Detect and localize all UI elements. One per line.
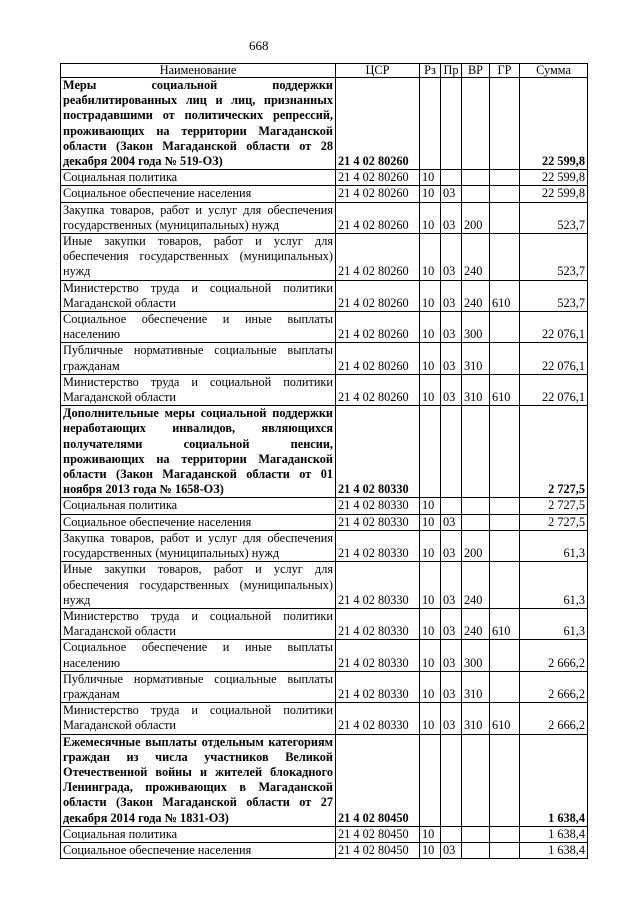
table-row	[61, 498, 588, 514]
cell-vr: 300	[462, 312, 490, 343]
cell-pr	[441, 734, 462, 826]
cell-vr	[462, 186, 490, 202]
cell-pr: 03	[441, 234, 462, 281]
table-row	[61, 343, 588, 374]
cell-gr: 610	[490, 374, 520, 405]
cell-rz: 10	[420, 703, 441, 734]
cell-name: Министерство труда и социальной политики Магаданской области	[61, 608, 336, 639]
cell-sum: 22 599,8	[520, 78, 588, 170]
cell-vr	[462, 170, 490, 186]
cell-rz: 10	[420, 280, 441, 311]
cell-sum: 22 076,1	[520, 374, 588, 405]
cell-vr: 310	[462, 671, 490, 702]
table-row	[61, 671, 588, 702]
cell-csr: 21 4 02 80450	[336, 842, 420, 858]
cell-sum: 2 727,5	[520, 498, 588, 514]
cell-csr: 21 4 02 80330	[336, 640, 420, 671]
cell-vr: 310	[462, 374, 490, 405]
table-row	[61, 374, 588, 405]
cell-rz: 10	[420, 640, 441, 671]
cell-rz: 10	[420, 514, 441, 530]
cell-sum: 523,7	[520, 234, 588, 281]
cell-vr: 200	[462, 202, 490, 233]
cell-name: Социальное обеспечение и иные выплаты населению	[61, 640, 336, 671]
cell-sum: 61,3	[520, 608, 588, 639]
cell-pr: 03	[441, 343, 462, 374]
cell-sum: 2 666,2	[520, 640, 588, 671]
cell-gr	[490, 312, 520, 343]
cell-rz: 10	[420, 374, 441, 405]
cell-pr: 03	[441, 842, 462, 858]
table-row	[61, 312, 588, 343]
cell-sum: 2 727,5	[520, 514, 588, 530]
budget-table	[60, 63, 588, 859]
table-row	[61, 234, 588, 281]
cell-gr: 610	[490, 280, 520, 311]
cell-name: Социальное обеспечение населения	[61, 842, 336, 858]
cell-sum: 22 599,8	[520, 186, 588, 202]
cell-name: Социальная политика	[61, 826, 336, 842]
cell-name: Ежемесячные выплаты отдельным категориям граждан из числа участников Великой Отечественной войны и жителей блокадного Ленинграда, проживающих в Магаданской области (Закон Магаданской области от 27 декабря 2014 года № 1831-ОЗ)	[61, 734, 336, 826]
cell-gr	[490, 671, 520, 702]
cell-gr	[490, 842, 520, 858]
cell-rz: 10	[420, 671, 441, 702]
table-row	[61, 562, 588, 609]
cell-csr: 21 4 02 80330	[336, 703, 420, 734]
table-row	[61, 170, 588, 186]
cell-pr	[441, 826, 462, 842]
cell-sum: 22 599,8	[520, 170, 588, 186]
cell-gr	[490, 498, 520, 514]
cell-rz: 10	[420, 498, 441, 514]
table-row	[61, 530, 588, 561]
cell-sum: 2 666,2	[520, 703, 588, 734]
cell-name: Министерство труда и социальной политики Магаданской области	[61, 374, 336, 405]
cell-pr	[441, 78, 462, 170]
cell-rz: 10	[420, 562, 441, 609]
cell-gr: 610	[490, 703, 520, 734]
cell-name: Социальное обеспечение и иные выплаты населению	[61, 312, 336, 343]
cell-rz	[420, 734, 441, 826]
cell-name: Закупка товаров, работ и услуг для обеспечения государственных (муниципальных) нужд	[61, 530, 336, 561]
cell-vr: 200	[462, 530, 490, 561]
cell-gr	[490, 406, 520, 498]
cell-name: Социальное обеспечение населения	[61, 514, 336, 530]
header-csr: ЦСР	[336, 64, 420, 78]
cell-vr: 240	[462, 608, 490, 639]
cell-csr: 21 4 02 80330	[336, 406, 420, 498]
cell-gr	[490, 514, 520, 530]
cell-sum: 22 076,1	[520, 312, 588, 343]
cell-pr	[441, 170, 462, 186]
table-row	[61, 734, 588, 826]
cell-pr: 03	[441, 202, 462, 233]
cell-name: Иные закупки товаров, работ и услуг для обеспечения государственных (муниципальных) нужд	[61, 562, 336, 609]
cell-sum: 61,3	[520, 562, 588, 609]
cell-sum: 2 727,5	[520, 406, 588, 498]
cell-pr	[441, 498, 462, 514]
cell-sum: 523,7	[520, 202, 588, 233]
header-name: Наименование	[61, 64, 336, 78]
cell-vr	[462, 826, 490, 842]
cell-csr: 21 4 02 80330	[336, 562, 420, 609]
cell-pr: 03	[441, 530, 462, 561]
cell-vr: 310	[462, 703, 490, 734]
table-row	[61, 186, 588, 202]
cell-pr: 03	[441, 703, 462, 734]
header-gr: ГР	[490, 64, 520, 78]
cell-vr	[462, 514, 490, 530]
cell-sum: 61,3	[520, 530, 588, 561]
cell-rz: 10	[420, 186, 441, 202]
header-rz: Рз	[420, 64, 441, 78]
cell-gr	[490, 826, 520, 842]
cell-rz: 10	[420, 170, 441, 186]
cell-pr: 03	[441, 280, 462, 311]
cell-sum: 1 638,4	[520, 826, 588, 842]
cell-name: Социальная политика	[61, 498, 336, 514]
cell-csr: 21 4 02 80260	[336, 202, 420, 233]
cell-vr: 240	[462, 280, 490, 311]
cell-csr: 21 4 02 80260	[336, 280, 420, 311]
cell-gr	[490, 640, 520, 671]
cell-name: Публичные нормативные социальные выплаты гражданам	[61, 671, 336, 702]
cell-csr: 21 4 02 80260	[336, 170, 420, 186]
cell-name: Дополнительные меры социальной поддержки неработающих инвалидов, являющихся получателями социальной пенсии, проживающих на территории Магаданской области (Закон Магаданской области от 01 ноября 2013 года № 1658-ОЗ)	[61, 406, 336, 498]
table-row	[61, 842, 588, 858]
cell-name: Иные закупки товаров, работ и услуг для обеспечения государственных (муниципальных) нужд	[61, 234, 336, 281]
cell-csr: 21 4 02 80450	[336, 826, 420, 842]
cell-csr: 21 4 02 80330	[336, 514, 420, 530]
cell-name: Министерство труда и социальной политики Магаданской области	[61, 280, 336, 311]
cell-vr	[462, 78, 490, 170]
cell-pr: 03	[441, 514, 462, 530]
cell-gr	[490, 78, 520, 170]
cell-rz: 10	[420, 842, 441, 858]
cell-name: Публичные нормативные социальные выплаты гражданам	[61, 343, 336, 374]
cell-csr: 21 4 02 80260	[336, 343, 420, 374]
cell-csr: 21 4 02 80450	[336, 734, 420, 826]
table-row	[61, 202, 588, 233]
cell-name: Социальное обеспечение населения	[61, 186, 336, 202]
cell-rz: 10	[420, 343, 441, 374]
header-sum: Сумма	[520, 64, 588, 78]
cell-pr: 03	[441, 312, 462, 343]
cell-gr	[490, 186, 520, 202]
cell-rz: 10	[420, 234, 441, 281]
cell-vr: 240	[462, 234, 490, 281]
cell-gr	[490, 562, 520, 609]
cell-pr: 03	[441, 186, 462, 202]
cell-vr	[462, 406, 490, 498]
cell-vr	[462, 734, 490, 826]
cell-vr: 240	[462, 562, 490, 609]
cell-rz: 10	[420, 608, 441, 639]
cell-gr	[490, 734, 520, 826]
cell-csr: 21 4 02 80260	[336, 312, 420, 343]
cell-pr: 03	[441, 562, 462, 609]
cell-csr: 21 4 02 80330	[336, 608, 420, 639]
cell-vr	[462, 498, 490, 514]
cell-pr: 03	[441, 640, 462, 671]
cell-csr: 21 4 02 80330	[336, 671, 420, 702]
table-row	[61, 406, 588, 498]
cell-sum: 2 666,2	[520, 671, 588, 702]
cell-vr: 310	[462, 343, 490, 374]
cell-gr: 610	[490, 608, 520, 639]
cell-sum: 1 638,4	[520, 842, 588, 858]
cell-pr: 03	[441, 608, 462, 639]
cell-sum: 523,7	[520, 280, 588, 311]
cell-rz: 10	[420, 312, 441, 343]
cell-rz	[420, 406, 441, 498]
cell-csr: 21 4 02 80260	[336, 234, 420, 281]
cell-csr: 21 4 02 80330	[336, 530, 420, 561]
table-row	[61, 280, 588, 311]
cell-pr	[441, 406, 462, 498]
cell-pr: 03	[441, 671, 462, 702]
cell-pr: 03	[441, 374, 462, 405]
cell-gr	[490, 234, 520, 281]
cell-csr: 21 4 02 80260	[336, 374, 420, 405]
cell-vr: 300	[462, 640, 490, 671]
table-header-row	[61, 64, 588, 78]
cell-name: Меры социальной поддержки реабилитированных лиц и лиц, признанных пострадавшими от политических репрессий, проживающих на территории Магаданской области (Закон Магаданской области от 28 декабря 2004 года № 519-ОЗ)	[61, 78, 336, 170]
table-row	[61, 78, 588, 170]
cell-csr: 21 4 02 80260	[336, 78, 420, 170]
cell-gr	[490, 202, 520, 233]
cell-csr: 21 4 02 80330	[336, 498, 420, 514]
header-pr: Пр	[441, 64, 462, 78]
cell-name: Социальная политика	[61, 170, 336, 186]
cell-rz: 10	[420, 530, 441, 561]
table-row	[61, 640, 588, 671]
table-row	[61, 514, 588, 530]
table-row	[61, 826, 588, 842]
table-body	[61, 78, 588, 859]
cell-gr	[490, 343, 520, 374]
cell-csr: 21 4 02 80260	[336, 186, 420, 202]
cell-gr	[490, 170, 520, 186]
cell-sum: 1 638,4	[520, 734, 588, 826]
page-number: 668	[249, 38, 269, 53]
cell-name: Закупка товаров, работ и услуг для обеспечения государственных (муниципальных) нужд	[61, 202, 336, 233]
cell-gr	[490, 530, 520, 561]
cell-vr	[462, 842, 490, 858]
header-vr: ВР	[462, 64, 490, 78]
cell-rz	[420, 78, 441, 170]
cell-rz: 10	[420, 826, 441, 842]
cell-sum: 22 076,1	[520, 343, 588, 374]
table-row	[61, 608, 588, 639]
cell-name: Министерство труда и социальной политики Магаданской области	[61, 703, 336, 734]
cell-rz: 10	[420, 202, 441, 233]
table-row	[61, 703, 588, 734]
